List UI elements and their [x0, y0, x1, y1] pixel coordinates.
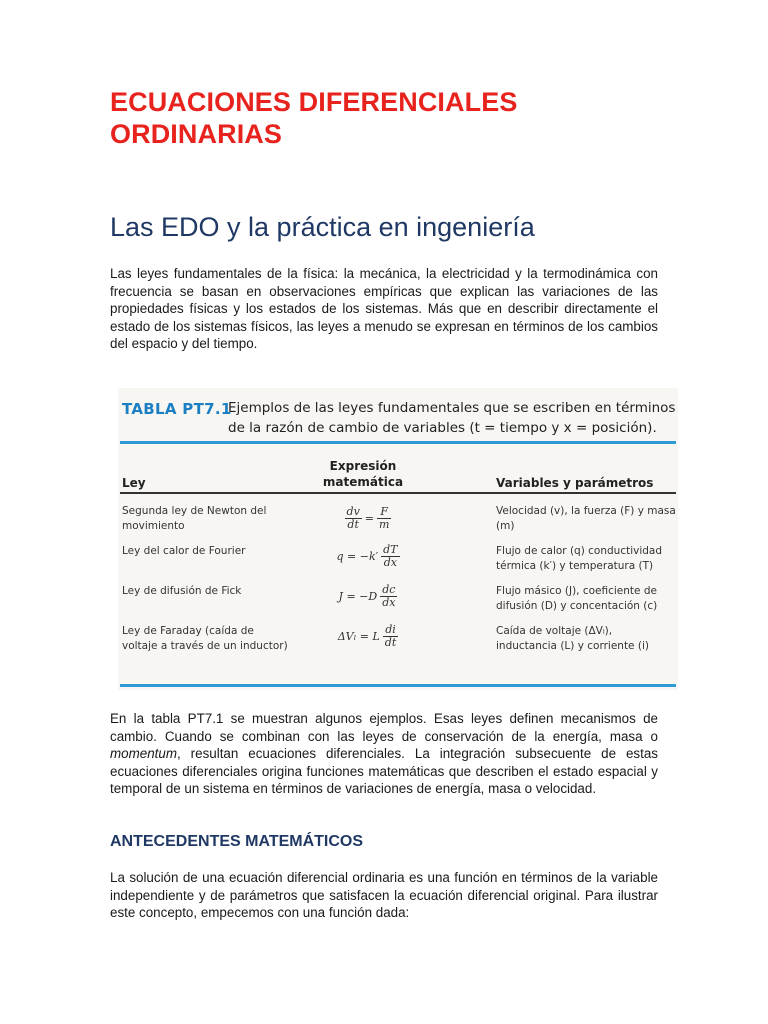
table-row-3-ley: Ley de difusión de Fick [122, 585, 242, 597]
table-row-3-expresion: J = −D $\frac{dc}{dx}$ [338, 583, 396, 609]
intro-paragraph: Las leyes fundamentales de la física: la mecánica, la electricidad y la termodinámica con frecuencia se basan en observaciones empíricas que explican las variaciones de las propiedades físicas y los estados de los sistemas. Más que en describir directamente el estado de los sistemas físicos, las leyes a menudo se expresan en términos de los cambios del espacio y del tiempo. [110, 266, 658, 352]
table-row-1-expresion: $\frac{dv}{dt}$ = $\frac{F}{m}$ [346, 505, 390, 531]
solution-paragraph: La solución de una ecuación diferencial ordinaria es una función en términos de la variable independiente y de parámetros que satisfacen la ecuación diferencial original. Para ilustrar este concepto, empecemos con una función dada: [110, 870, 658, 921]
table-top-rule [120, 441, 676, 444]
table-header-expresion: Expresión matemática [322, 459, 404, 489]
table-row-4-expresion: ΔVₗ = L $\frac{di}{dt}$ [337, 623, 397, 649]
table-header-rule [120, 492, 676, 494]
section-title: Las EDO y la práctica en ingeniería [110, 212, 535, 242]
table-row-2-expresion: q = −k′ $\frac{dT}{dx}$ [336, 543, 398, 569]
table-caption: Ejemplos de las leyes fundamentales que se escriben en términos de la razón de cambio de variables (t = tiempo y x = posición). [228, 400, 676, 436]
table-header-ley: Ley [122, 476, 146, 490]
document-title: ECUACIONES DIFERENCIALES ORDINARIAS [110, 87, 518, 149]
table-row-3-variables: Flujo másico (J), coeficiente de difusión (D) y concentación (c) [496, 585, 658, 612]
table-row-2-ley: Ley del calor de Fourier [122, 545, 246, 557]
subheading-antecedentes: ANTECEDENTES MATEMÁTICOS [110, 833, 364, 850]
table-header-variables: Variables y parámetros [496, 476, 654, 490]
table-row-4-ley: Ley de Faraday (caída de voltaje a través de un inductor) [122, 625, 288, 652]
table-row-1-variables: Velocidad (v), la fuerza (F) y masa (m) [496, 505, 676, 532]
table-bottom-rule [120, 684, 676, 687]
table-label: TABLA PT7.1 [122, 400, 232, 418]
momentum-term: momentum [110, 746, 177, 762]
table-row-2-variables: Flujo de calor (q) conductividad térmica (k′) y temperatura (T) [496, 545, 663, 572]
table-row-1-ley: Segunda ley de Newton del movimiento [122, 505, 267, 532]
table-row-4-variables: Caída de voltaje (ΔVₗ), inductancia (L) y corriente (i) [496, 625, 649, 652]
examples-paragraph: En la tabla PT7.1 se muestran algunos ejemplos. Esas leyes definen mecanismos de cambio. Cuando se combinan con las leyes de conservación de la energía, masa o momentum, resultan ecuaciones diferenciales. La integración subsecuente de estas ecuaciones diferenciales origina funciones matemáticas que describen el estado espacial y temporal de un sistema en términos de variaciones de energía, masa o velocidad. [110, 711, 658, 797]
table-pt7-1-figure [118, 388, 678, 690]
